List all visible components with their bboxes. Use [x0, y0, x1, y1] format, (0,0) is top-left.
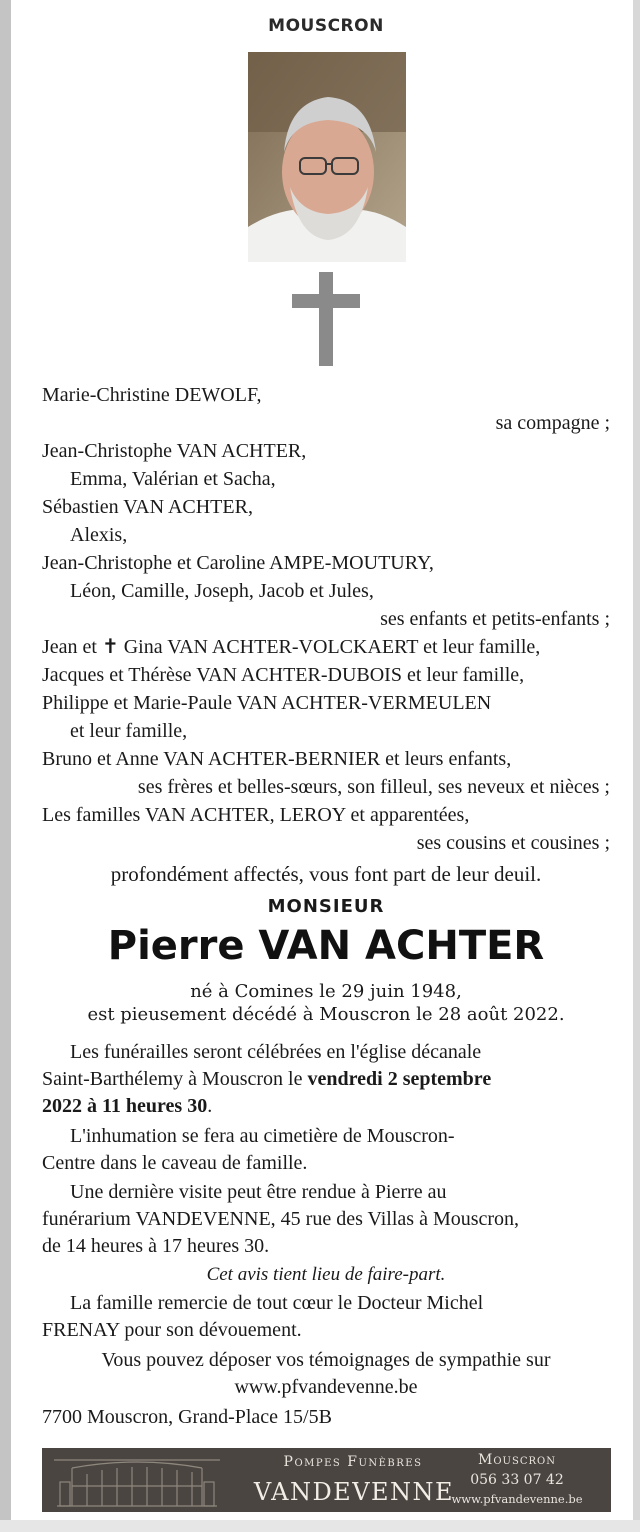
family-line: Jean et ✝ Gina VAN ACHTER-VOLCKAERT et leur famille, — [42, 636, 541, 658]
family-line: Emma, Valérian et Sacha, — [70, 468, 276, 490]
funeral-text: 2022 à 11 heures 30. — [42, 1095, 213, 1117]
deceased-name: Pierre VAN ACHTER — [107, 923, 545, 969]
sympathy-text: Vous pouvez déposer vos témoignages de sympathie sur — [101, 1349, 551, 1371]
family-relation: ses frères et belles-sœurs, son filleul, ses neveux et nièces ; — [137, 776, 610, 798]
family-closing: profondément affectés, vous font part de leur deuil. — [110, 862, 542, 886]
city-heading: MOUSCRON — [268, 16, 384, 36]
notice-text: Cet avis tient lieu de faire-part. — [206, 1264, 446, 1285]
family-line: Marie-Christine DEWOLF, — [42, 384, 262, 406]
sympathy-link[interactable]: www.pfvandevenne.be — [234, 1376, 418, 1398]
banner-line1: Pompes Funèbres — [283, 1454, 423, 1470]
thanks-text: FRENAY pour son dévouement. — [42, 1319, 302, 1341]
left-border — [0, 0, 11, 1532]
visit-text: funérarium VANDEVENNE, 45 rue des Villas à Mouscron, — [42, 1208, 520, 1230]
funeral-text: Saint-Barthélemy à Mouscron le vendredi 2 septembre — [42, 1068, 492, 1090]
banner-company-name: VANDEVENNE — [253, 1478, 455, 1506]
deceased-title: MONSIEUR — [267, 896, 385, 917]
banner-website[interactable]: www.pfvandevenne.be — [451, 1492, 583, 1506]
family-relation: sa compagne ; — [495, 412, 610, 434]
cross-icon — [292, 272, 360, 366]
visit-text: de 14 heures à 17 heures 30. — [42, 1235, 270, 1257]
bottom-border — [0, 1520, 640, 1532]
family-line: Jean-Christophe et Caroline AMPE-MOUTURY, — [42, 552, 434, 574]
family-relation: ses cousins et cousines ; — [416, 832, 610, 854]
funeral-home-banner — [42, 1448, 611, 1512]
funeral-time: 2022 à 11 heures 30 — [42, 1095, 208, 1117]
portrait-photo — [248, 52, 406, 262]
funeral-date: vendredi 2 septembre — [307, 1068, 492, 1090]
gate-logo-icon — [52, 1454, 222, 1508]
visit-text: Une dernière visite peut être rendue à Pierre au — [70, 1181, 447, 1203]
banner-city: Mouscron — [478, 1452, 556, 1468]
right-border — [633, 0, 640, 1532]
family-line: et leur famille, — [70, 720, 188, 742]
family-line: Alexis, — [70, 524, 128, 546]
family-line: Jean-Christophe VAN ACHTER, — [42, 440, 307, 462]
death-line: est pieusement décédé à Mouscron le 28 août 2022. — [87, 1004, 565, 1025]
family-line: Jacques et Thérèse VAN ACHTER-DUBOIS et leur famille, — [42, 664, 525, 686]
thanks-text: La famille remercie de tout cœur le Docteur Michel — [70, 1292, 484, 1314]
family-relation: ses enfants et petits-enfants ; — [380, 608, 610, 630]
address-text: 7700 Mouscron, Grand-Place 15/5B — [42, 1406, 332, 1428]
family-line: Philippe et Marie-Paule VAN ACHTER-VERMEULEN — [42, 692, 492, 714]
banner-phone[interactable]: 056 33 07 42 — [470, 1472, 564, 1488]
burial-text: L'inhumation se fera au cimetière de Mouscron- — [70, 1125, 455, 1147]
family-line: Sébastien VAN ACHTER, — [42, 496, 253, 518]
family-line: Les familles VAN ACHTER, LEROY et apparentées, — [42, 804, 470, 826]
birth-line: né à Comines le 29 juin 1948, — [190, 981, 462, 1002]
burial-text: Centre dans le caveau de famille. — [42, 1152, 308, 1174]
family-line: Bruno et Anne VAN ACHTER-BERNIER et leurs enfants, — [42, 748, 512, 770]
funeral-text: Les funérailles seront célébrées en l'église décanale — [70, 1041, 482, 1063]
family-line: Léon, Camille, Joseph, Jacob et Jules, — [70, 580, 374, 602]
